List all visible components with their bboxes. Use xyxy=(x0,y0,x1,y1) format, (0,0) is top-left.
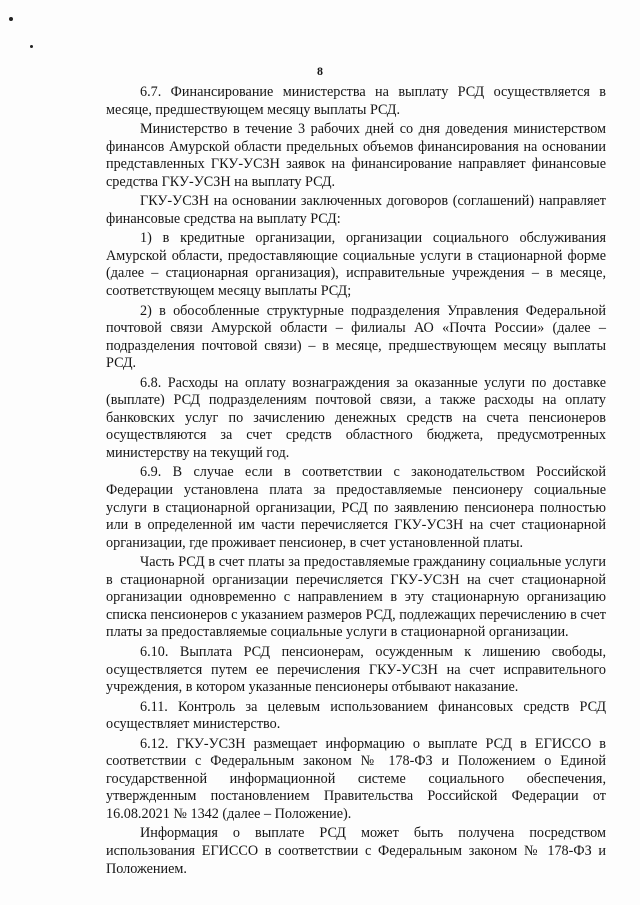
list-item-1: 1) в кредитные организации, организации социального обслуживания Амурской области, предоставляющие социальные услуги в стационарной форме (далее – стационарная организация), исправительные учреждения – в месяце, соответствующем месяцу выплаты РСД; xyxy=(106,230,606,300)
scan-speck xyxy=(9,17,13,21)
paragraph-rsd-part: Часть РСД в счет платы за предоставляемые гражданину социальные услуги в стационарной организации перечисляется ГКУ-УСЗН на счет стационарной организации одновременно с направлением в эту стационарную организацию списка пенсионеров с указанием размеров РСД, подлежащих перечислению в счет платы за предоставляемые социальные услуги в стационарной организации. xyxy=(106,554,606,641)
paragraph-6-10: 6.10. Выплата РСД пенсионерам, осужденным к лишению свободы, осуществляется путем ее перечисления ГКУ-УСЗН на счет исправительного учреждения, в котором указанные пенсионеры отбывают наказание. xyxy=(106,643,606,696)
paragraph-6-7: 6.7. Финансирование министерства на выплату РСД осуществляется в месяце, предшествующем месяцу выплаты РСД. xyxy=(106,84,606,118)
paragraph-6-9: 6.9. В случае если в соответствии с законодательством Российской Федерации установлена плата за предоставляемые пенсионеру социальные услуги в стационарной организации, РСД по заявлению пенсионера полностью или в определенной им части перечисляется ГКУ-УСЗН на счет стационарной организации, где проживает пенсионер, в счет установленной платы. xyxy=(106,464,606,551)
list-item-2: 2) в обособленные структурные подразделения Управления Федеральной почтовой связи Амурской области – филиалы АО «Почта России» (далее – подразделения почтовой связи) – в месяце, предшествующем месяцу выплаты РСД. xyxy=(106,302,606,372)
paragraph-6-12: 6.12. ГКУ-УСЗН размещает информацию о выплате РСД в ЕГИССО в соответствии с Федеральным законом № 178-ФЗ и Положением о Единой государственной информационной системе социального обеспечения, утвержденным постановлением Правительства Российской Федерации от 16.08.2021 № 1342 (далее – Положение). xyxy=(106,735,606,822)
scan-speck xyxy=(30,45,33,48)
paragraph-ministry-funding: Министерство в течение 3 рабочих дней со дня доведения министерством финансов Амурской области предельных объемов финансирования на основании представленных ГКУ-УСЗН заявок на финансирование направляет финансовые средства ГКУ-УСЗН на выплату РСД. xyxy=(106,121,606,190)
page-number: 8 xyxy=(317,64,323,78)
document-body xyxy=(106,84,606,880)
paragraph-6-8: 6.8. Расходы на оплату вознаграждения за оказанные услуги по доставке (выплате) РСД подразделениям почтовой связи, а также расходы на оплату банковских услуг по зачислению денежных средств на счета пенсионеров осуществляются за счет средств областного бюджета, предусмотренных министерству на текущий год. xyxy=(106,374,606,461)
paragraph-gku-directs: ГКУ-УСЗН на основании заключенных договоров (соглашений) направляет финансовые средства на выплату РСД: xyxy=(106,193,606,227)
paragraph-6-11: 6.11. Контроль за целевым использованием финансовых средств РСД осуществляет министерство. xyxy=(106,698,606,733)
paragraph-egisso-info: Информация о выплате РСД может быть получена посредством использования ЕГИССО в соответствии с Федеральным законом № 178-ФЗ и Положением. xyxy=(106,825,606,877)
